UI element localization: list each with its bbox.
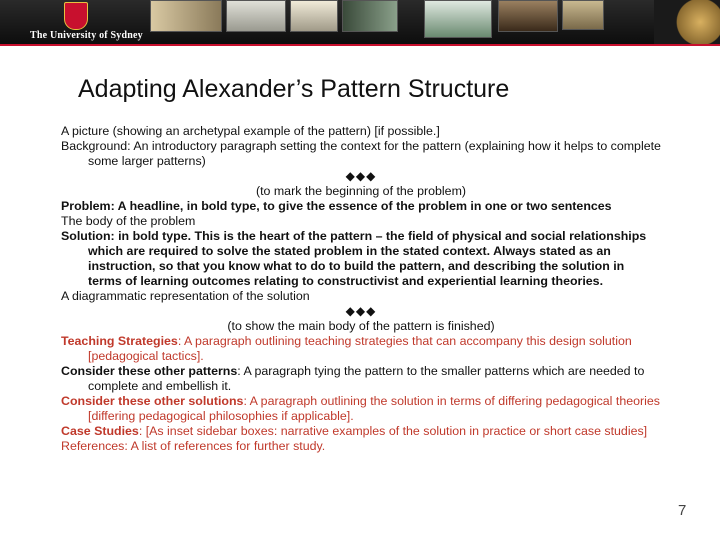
other-patterns-label: Consider these other patterns <box>61 364 238 378</box>
case-studies-text: : [As inset sidebar boxes: narrative examples of the solution in practice or short case studies] <box>138 424 648 438</box>
background-line: Background: An introductory paragraph setting the context for the pattern (explaining how it helps to complete some larger patterns) <box>61 139 661 168</box>
university-name: The University of Sydney <box>30 30 143 41</box>
picture-line: A picture (showing an archetypal example of the pattern) [if possible.] <box>61 124 440 138</box>
banner-divider <box>0 44 720 46</box>
teaching-strategies-label: Teaching Strategies <box>61 334 178 348</box>
other-solutions-line <box>61 394 661 424</box>
university-crest-icon <box>64 2 88 30</box>
banner-photo-1 <box>150 0 222 32</box>
mark-end-note: (to show the main body of the pattern is finished) <box>227 319 495 333</box>
teaching-strategies-text: : A paragraph outlining teaching strategies that can accompany this design solution [pedagogical tactics]. <box>88 334 632 363</box>
other-patterns-text: : A paragraph tying the pattern to the smaller patterns which are needed to complete and embellish it. <box>88 364 645 393</box>
diagram-line: A diagrammatic representation of the solution <box>61 289 310 303</box>
banner-photo-4 <box>342 0 398 32</box>
case-studies-line <box>61 424 661 439</box>
banner-photo-3 <box>290 0 338 32</box>
teaching-strategies-line <box>61 334 661 364</box>
other-solutions-label: Consider these other solutions <box>61 394 244 408</box>
references-line: References: A list of references for further study. <box>61 439 326 453</box>
banner-photo-7 <box>562 0 604 30</box>
mark-begin-note: (to mark the beginning of the problem) <box>255 184 467 198</box>
diamond-divider-begin: ◆◆◆ <box>345 169 377 183</box>
banner-photo-2 <box>226 0 286 32</box>
problem-line: Problem: A headline, in bold type, to give the essence of the problem in one or two sentences <box>61 199 612 213</box>
other-solutions-text: : A paragraph outlining the solution in terms of differing pedagogical theories [differing pedagogical philosophies if applicable]. <box>88 394 660 423</box>
banner-photo-5 <box>424 0 492 38</box>
slide-content <box>61 124 661 454</box>
page-number: 7 <box>678 502 687 519</box>
header-banner <box>0 0 720 44</box>
case-studies-label: Case Studies <box>61 424 139 438</box>
body-line: The body of the problem <box>61 214 196 228</box>
diamond-divider-end: ◆◆◆ <box>345 304 377 318</box>
banner-photo-8 <box>654 0 720 44</box>
solution-line: Solution: in bold type. This is the heart of the pattern – the field of physical and social relationships which are required to solve the stated problem in the stated context. Always stated as an instruction, so that you know what to do to build the pattern, and describing the solution in terms of learning outcomes relating to constructivist and experiential learning theories. <box>61 229 647 288</box>
other-patterns-line <box>61 364 661 394</box>
banner-photo-6 <box>498 0 558 32</box>
slide-title: Adapting Alexander’s Pattern Structure <box>78 75 510 103</box>
